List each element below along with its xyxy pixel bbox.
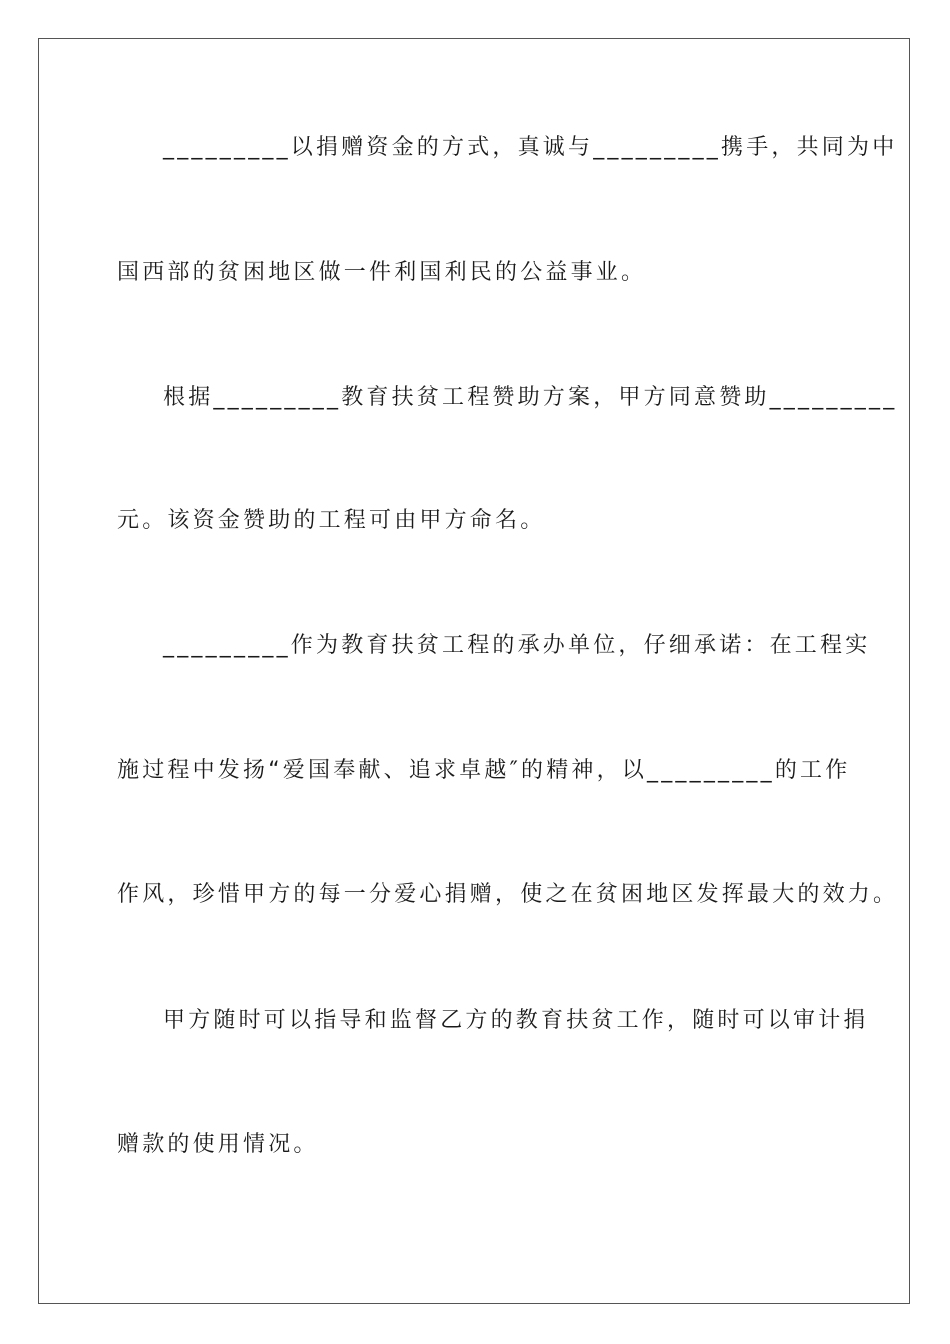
paragraph-2-line-2: 元。该资金赞助的工程可由甲方命名。 bbox=[117, 508, 546, 533]
paragraph-3-line-1: _________作为教育扶贫工程的承办单位，仔细承诺：在工程实 bbox=[163, 633, 871, 658]
paragraph-1-line-1: _________以捐赠资金的方式，真诚与_________携手，共同为中 bbox=[163, 135, 898, 160]
paragraph-4-line-1: 甲方随时可以指导和监督乙方的教育扶贫工作，随时可以审计捐 bbox=[163, 1008, 869, 1033]
paragraph-2-line-1: 根据_________教育扶贫工程赞助方案，甲方同意赞助_________ bbox=[163, 385, 898, 410]
page-border bbox=[38, 38, 910, 1304]
paragraph-3-line-3: 作风，珍惜甲方的每一分爱心捐赠，使之在贫困地区发挥最大的效力。 bbox=[117, 882, 899, 907]
paragraph-3-line-2: 施过程中发扬“爱国奉献、追求卓越″的精神，以_________的工作 bbox=[117, 758, 851, 783]
paragraph-1-line-2: 国西部的贫困地区做一件利国利民的公益事业。 bbox=[117, 260, 647, 285]
paragraph-4-line-2: 赠款的使用情况。 bbox=[117, 1132, 319, 1157]
